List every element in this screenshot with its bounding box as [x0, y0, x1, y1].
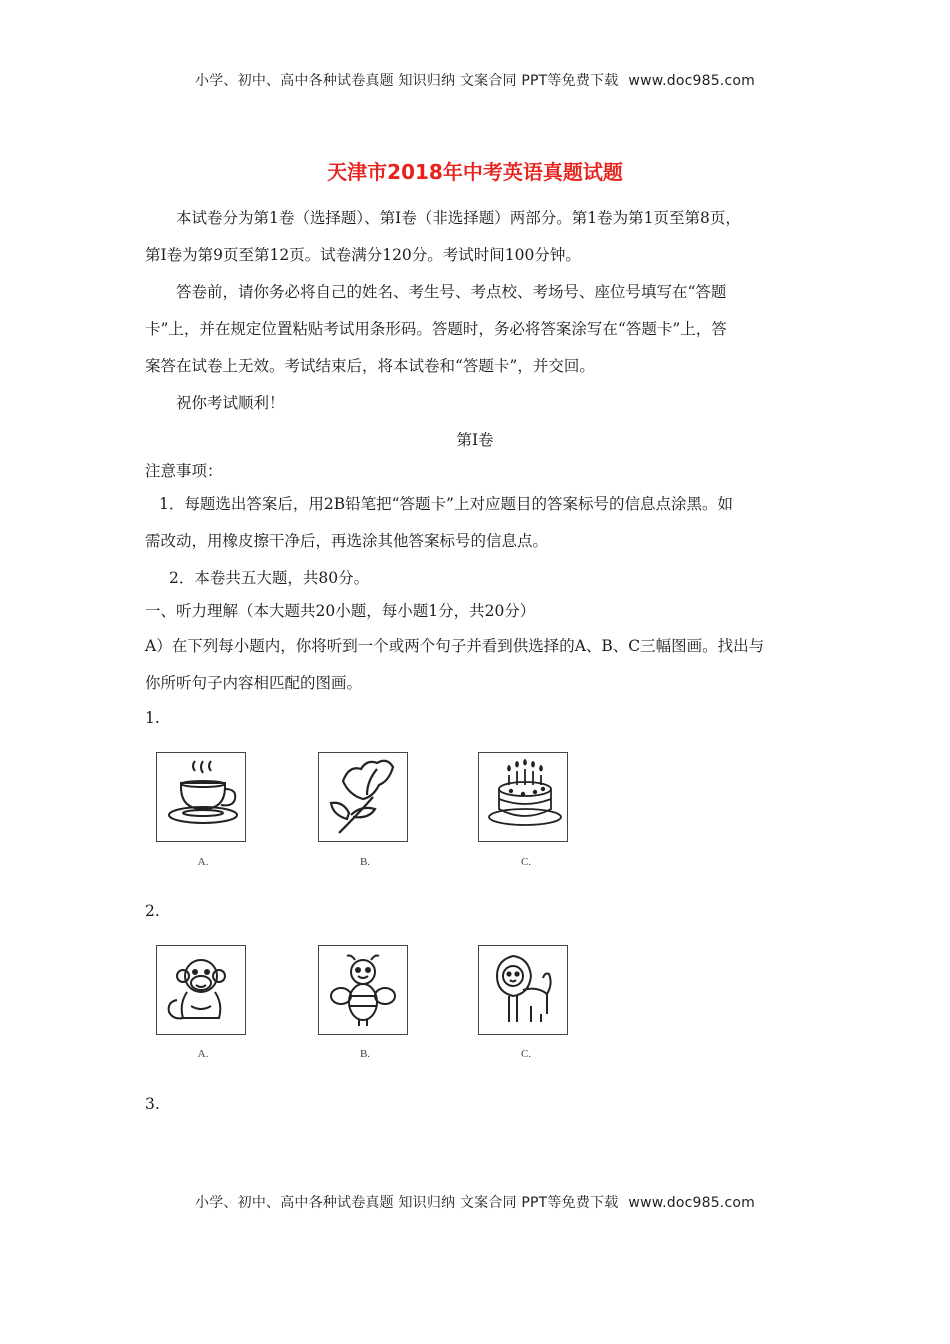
option-b-picture[interactable] — [318, 752, 408, 842]
header-text: 小学、初中、高中各种试卷真题 知识归纳 文案合同 PPT等免费下载 — [195, 73, 619, 89]
notes-heading: 注意事项： — [145, 462, 223, 480]
monkey-icon — [157, 946, 245, 1034]
option-label: C. — [520, 856, 532, 868]
footer-url[interactable]: www.doc985.com — [628, 1195, 755, 1211]
header-banner — [0, 70, 950, 90]
section-title: 第Ⅰ卷 — [456, 431, 494, 449]
option-c-picture[interactable] — [478, 752, 568, 842]
option-label: A. — [197, 1048, 209, 1060]
birthday-cake-icon — [479, 753, 567, 841]
note-item: 1．每题选出答案后，用2B铅笔把“答题卡”上对应题目的答案标号的信息点涂黑。如 — [159, 495, 733, 513]
flower-icon — [319, 753, 407, 841]
option-label: C. — [520, 1048, 532, 1060]
coffee-cup-icon — [157, 753, 245, 841]
wish-text: 祝你考试顺利！ — [176, 394, 285, 412]
option-a-picture[interactable] — [156, 752, 246, 842]
option-c-picture[interactable] — [478, 945, 568, 1035]
question-number: 2. — [145, 902, 160, 920]
option-a-picture[interactable] — [156, 945, 246, 1035]
option-label: B. — [359, 856, 371, 868]
intro-line: 本试卷分为第1卷（选择题）、第Ⅰ卷（非选择题）两部分。第1卷为第1页至第8页， — [176, 209, 741, 227]
intro-line: 第Ⅰ卷为第9页至第12页。试卷满分120分。考试时间100分钟。 — [145, 246, 581, 264]
option-label: A. — [197, 856, 209, 868]
option-b-picture[interactable] — [318, 945, 408, 1035]
option-label: B. — [359, 1048, 371, 1060]
lion-icon — [479, 946, 567, 1034]
intro-line: 卡”上，并在规定位置粘贴考试用条形码。答题时，务必将答案涂写在“答题卡”上，答 — [145, 320, 727, 338]
footer-banner — [0, 1192, 950, 1212]
part-heading: 一、听力理解（本大题共20小题，每小题1分，共20分） — [145, 602, 536, 620]
question-number: 3. — [145, 1095, 160, 1113]
part-instruction: A）在下列每小题内，你将听到一个或两个句子并看到供选择的A、B、C三幅图画。找出与 — [145, 637, 765, 655]
note-item: 2．本卷共五大题，共80分。 — [169, 569, 370, 587]
part-instruction: 你所听句子内容相匹配的图画。 — [145, 674, 363, 692]
bee-icon — [319, 946, 407, 1034]
footer-text: 小学、初中、高中各种试卷真题 知识归纳 文案合同 PPT等免费下载 — [195, 1195, 619, 1211]
question-number: 1. — [145, 709, 160, 727]
page-title: 天津市2018年中考英语真题试题 — [327, 160, 623, 184]
intro-line: 答卷前，请你务必将自己的姓名、考生号、考点校、考场号、座位号填写在“答题 — [176, 283, 727, 301]
note-item: 需改动，用橡皮擦干净后，再选涂其他答案标号的信息点。 — [145, 532, 549, 550]
intro-line: 案答在试卷上无效。考试结束后，将本试卷和“答题卡”，并交回。 — [145, 357, 595, 375]
header-url[interactable]: www.doc985.com — [628, 73, 755, 89]
